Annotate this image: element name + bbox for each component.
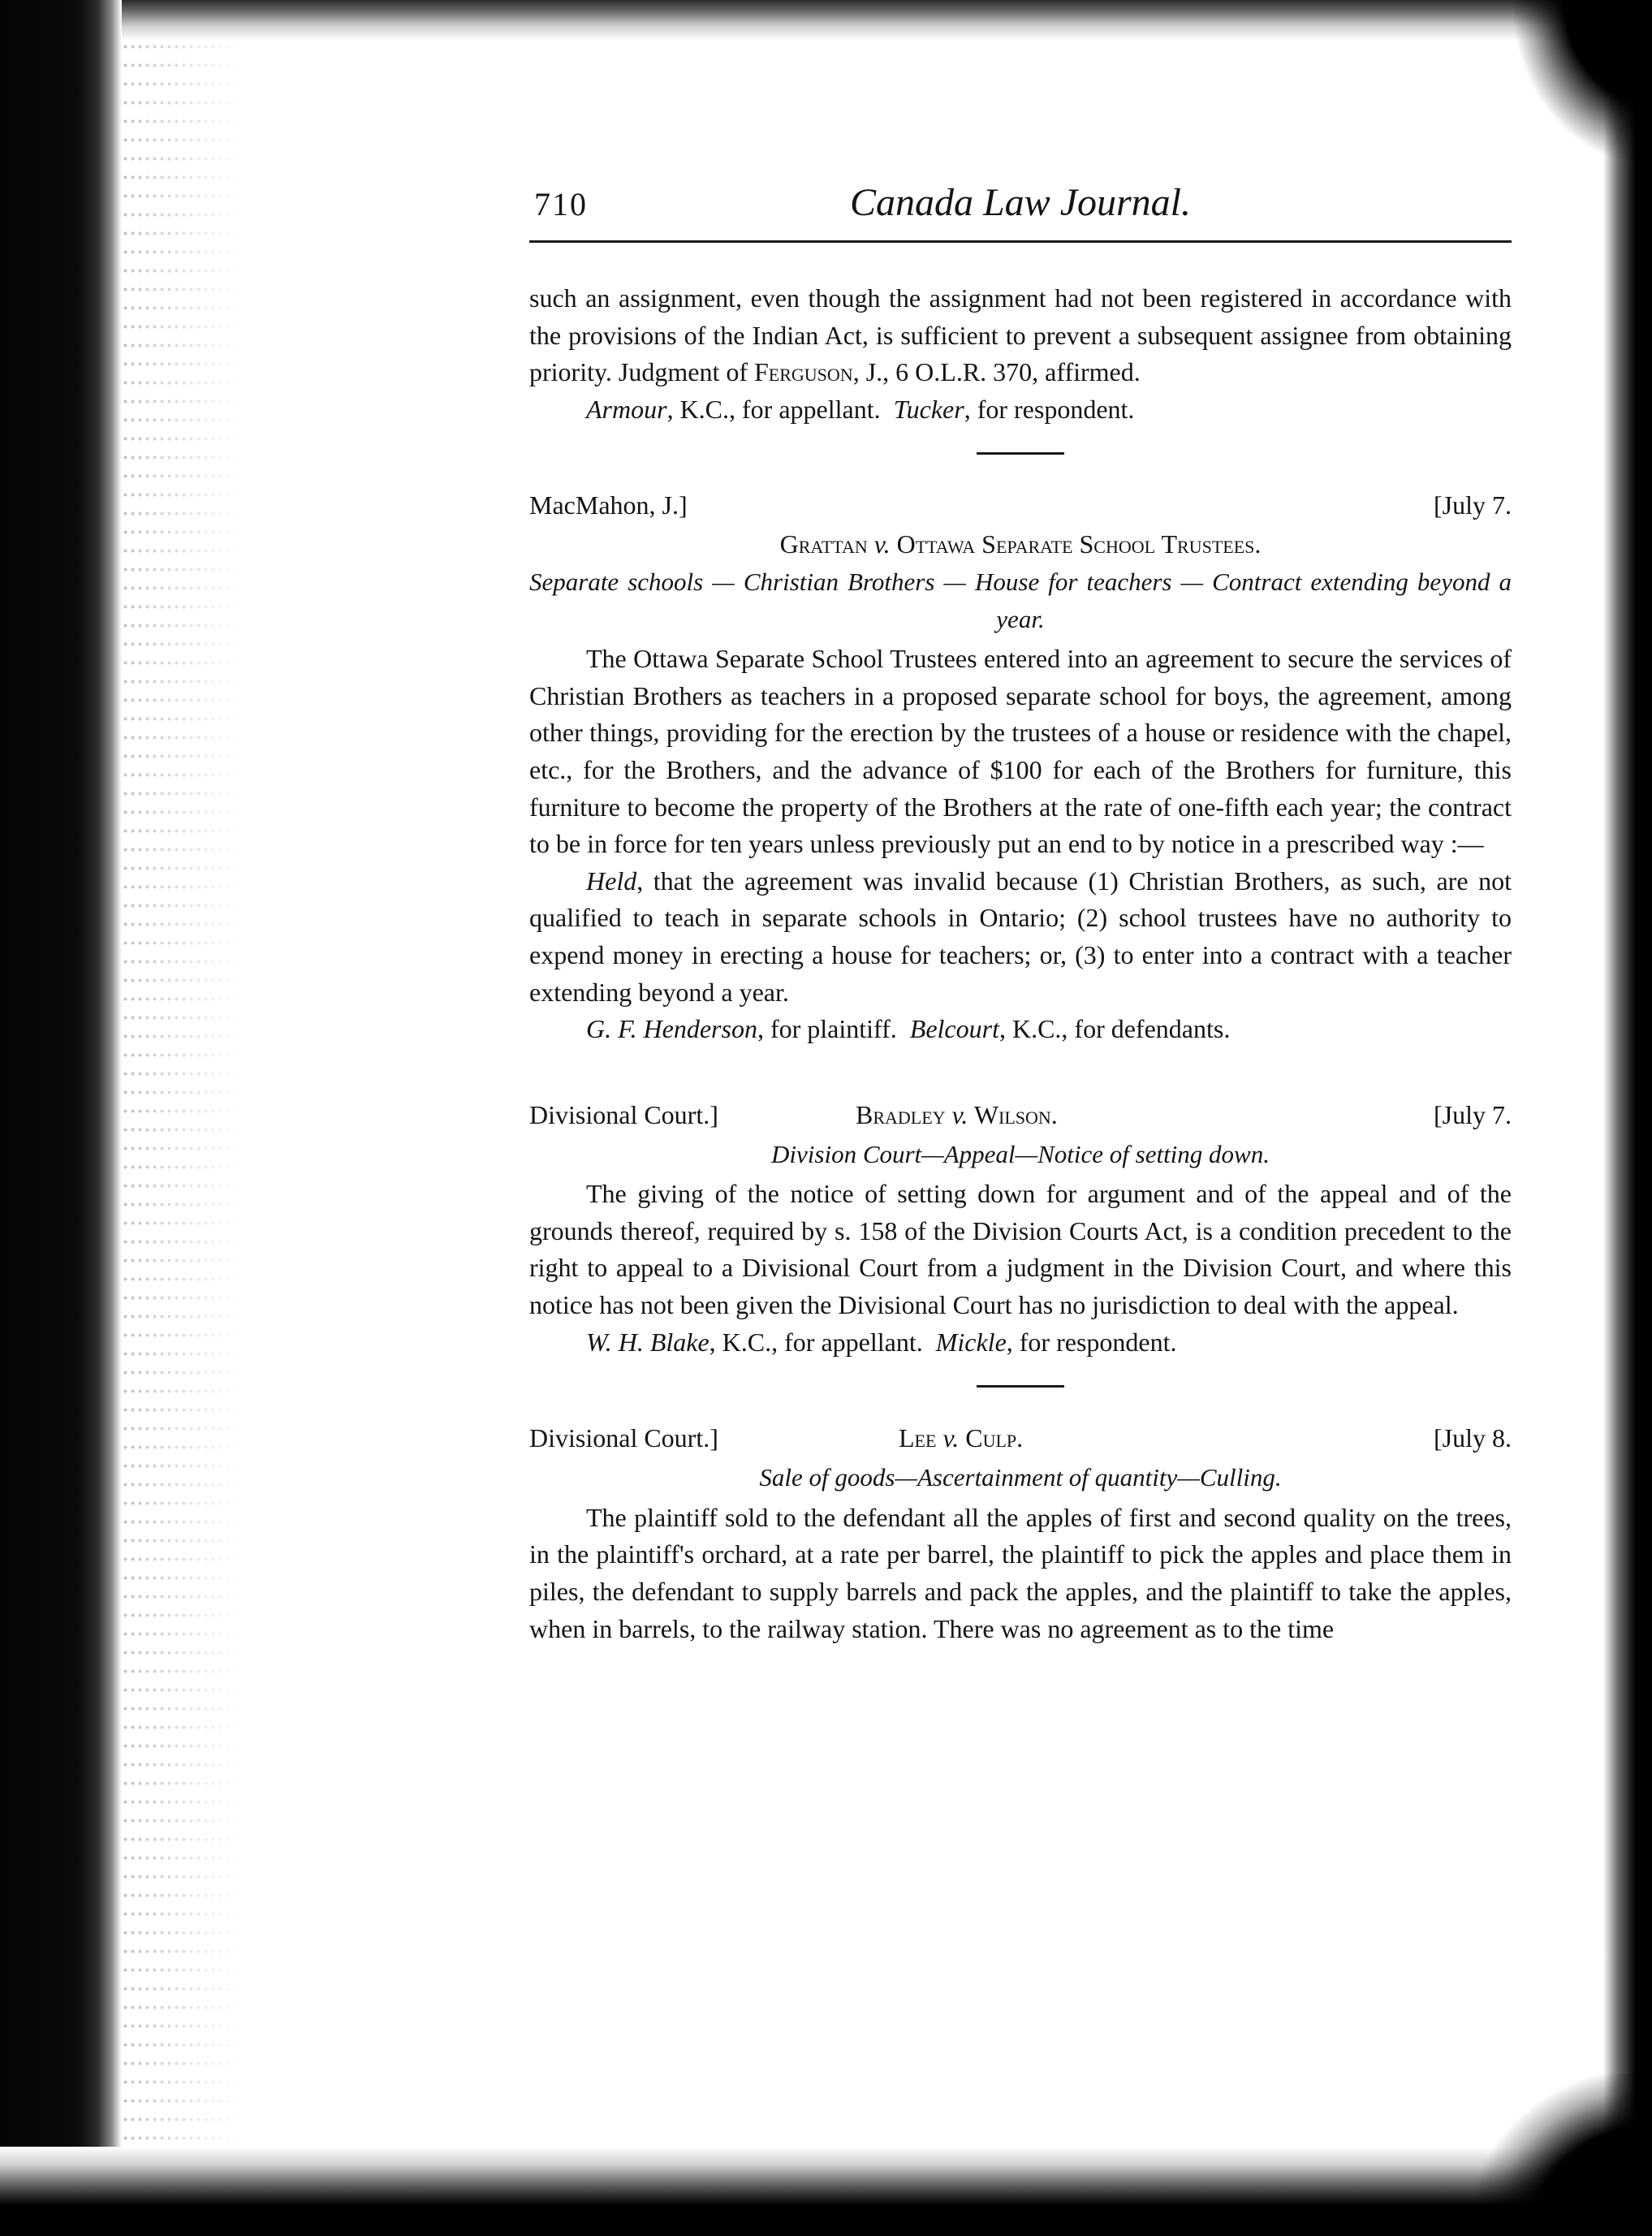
section-divider [977,452,1064,455]
case-parties: Bradley v. Wilson. [856,1099,1058,1129]
court-name: Divisional Court.] [529,1099,718,1129]
case-grattan [529,487,1512,1047]
case-date: [July 7. [1434,490,1512,520]
case-headnote: Separate schools — Christian Brothers — House for teachers — Contract extending beyond a year. [529,567,1512,633]
counsel-line: W. H. Blake, K.C., for appellant. Mickle, for respondent. [586,1327,1177,1357]
case-holding: Held, that the agreement was invalid because (1) Christian Brothers, as such, are not qualified to teach in separate schools in Ontario; (2) school trustees have no authority to expend money in erecting a house for teachers; or, (3) to enter into a contract with a teacher extending beyond a year. [529,865,1512,1007]
case-date: [July 7. [1434,1099,1512,1129]
counsel-line: G. F. Henderson, for plaintiff. Belcourt, K.C., for defendants. [586,1014,1231,1044]
scan-left-speckle [122,0,244,2236]
case-bradley [529,1097,1512,1362]
continued-case [529,280,1512,428]
case-text: The plaintiff sold to the defendant all the apples of first and second quality on the trees, in the plaintiff's orchard, at a rate per barrel, the plaintiff to pick the apples and place them in piles, the defendant to supply barrels and pack the apples, and the plaintiff to take the apples, when in barrels, to the railway station. There was no agreement as to the time [529,1502,1512,1643]
page-number: 710 [534,186,588,222]
case-date: [July 8. [1434,1423,1512,1453]
case-header [529,1097,1512,1136]
court-name: MacMahon, J.] [529,490,688,520]
case-facts: The Ottawa Separate School Trustees entered into an agreement to secure the services of Christian Brothers as teachers in a proposed separate school for boys, the agreement, among other things, providing for the erection by the trustees of a house or residence with the chapel, etc., for the Brothers, and the advance of $100 for each of the Brothers for furniture, this furniture to become the property of the Brothers at the rate of one-fifth each year; the contract to be in force for ten years unless previously put an end to by notice in a prescribed way :— [529,644,1512,859]
judge-name: Ferguson [754,357,853,387]
section-divider [977,1385,1064,1388]
scan-right-edge [1603,0,1652,2236]
case-title: Grattan v. Ottawa Separate School Trustees. [779,529,1262,559]
continued-paragraph: such an assignment, even though the assignment had not been registered in accordance with the provisions of the Indian Act, is sufficient to prevent a subsequent assignee from obtaining priority. Judgment of Ferguson, J., 6 O.L.R. 370, affirmed. [529,283,1512,387]
case-parties: Lee v. Culp. [899,1423,1024,1453]
scan-top-edge [122,0,1652,41]
counsel-line: Armour, K.C., for appellant. Tucker, for respondent. [586,394,1135,424]
scan-corner-top-right [1514,0,1652,162]
court-name: Divisional Court.] [529,1423,718,1453]
case-text: The giving of the notice of setting down for argument and of the appeal and of the grounds thereof, required by s. 158 of the Division Courts Act, is a condition precedent to the right to appeal to a Divisional Court from a judgment in the Division Court, and where this notice has not been given the Divisional Court has no jurisdiction to deal with the appeal. [529,1179,1512,1320]
running-head [529,179,1512,243]
case-headnote: Division Court—Appeal—Notice of setting down. [771,1139,1270,1168]
case-lee [529,1420,1512,1647]
scan-bottom-edge [0,2147,1652,2236]
case-header [529,487,1512,526]
case-headnote: Sale of goods—Ascertainment of quantity—Culling. [759,1463,1282,1492]
scan-corner-bottom-right [1473,2074,1652,2236]
journal-title: Canada Law Journal. [849,181,1192,224]
case-header [529,1420,1512,1459]
journal-page [529,179,1512,1647]
scan-left-edge [0,0,122,2236]
